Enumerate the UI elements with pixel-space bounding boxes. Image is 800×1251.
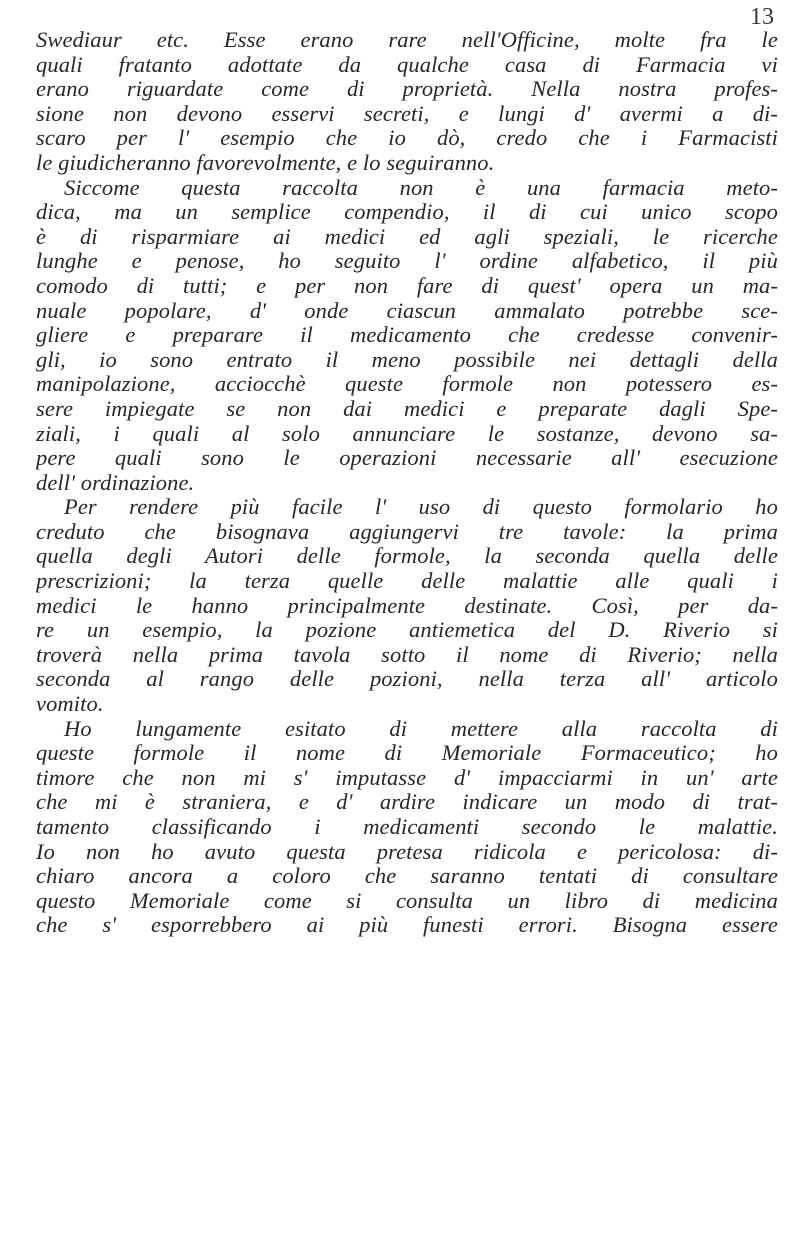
text-line: queste formole il nome di Memoriale Formaceutico; ho bbox=[36, 741, 778, 766]
text-line: comodo di tutti; e per non fare di quest' opera un ma- bbox=[36, 273, 778, 298]
text-line: sione non devono esservi secreti, e lungi d' avermi a di- bbox=[36, 101, 778, 126]
text-line: creduto che bisognava aggiungervi tre tavole: la prima bbox=[36, 519, 778, 544]
text-line: gli, io sono entrato il meno possibile nei dettagli della bbox=[36, 347, 778, 372]
text-line: tamento classificando i medicamenti secondo le malattie. bbox=[36, 815, 778, 839]
text-line: erano riguardate come di proprietà. Nella nostra profes- bbox=[36, 77, 778, 102]
text-line: quella degli Autori delle formole, la seconda quella delle bbox=[36, 544, 778, 569]
text-line: chiaro ancora a coloro che saranno tentati di consultare bbox=[36, 864, 778, 889]
text-line: gliere e preparare il medicamento che credesse convenir- bbox=[36, 323, 778, 348]
text-line: nuale popolare, d' onde ciascun ammalato potrebbe sce- bbox=[36, 298, 778, 323]
text-line: troverà nella prima tavola sotto il nome di Riverio; nella bbox=[36, 642, 778, 667]
text-line: è di risparmiare ai medici ed agli speziali, le ricerche bbox=[36, 224, 778, 249]
text-line: quali fratanto adottate da qualche casa di Farmacia vi bbox=[36, 52, 778, 77]
text-line: dell' ordinazione. bbox=[36, 470, 195, 495]
text-line: medici le hanno principalmente destinate. Così, per da- bbox=[36, 593, 778, 618]
text-line: Swediaur etc. Esse erano rare nell'Officine, molte fra le bbox=[36, 28, 778, 52]
text-line: re un esempio, la pozione antiemetica del D. Riverio si bbox=[36, 618, 778, 643]
text-line: scaro per l' esempio che io dò, credo che i Farmacisti bbox=[36, 126, 778, 151]
text-line: timore che non mi s' imputasse d' impacciarmi in un' arte bbox=[36, 765, 778, 790]
text-line: Siccome questa raccolta non è una farmacia meto- bbox=[64, 175, 778, 200]
text-line: che s' esporrebbero ai più funesti errori. Bisogna essere bbox=[36, 913, 778, 938]
body-text bbox=[36, 28, 778, 938]
text-line: questo Memoriale come si consulta un libro di medicina bbox=[36, 888, 778, 913]
text-line: pere quali sono le operazioni necessarie all' esecuzione bbox=[36, 446, 778, 471]
text-line: prescrizioni; la terza quelle delle malattie alle quali i bbox=[36, 569, 778, 594]
text-line: sere impiegate se non dai medici e preparate dagli Spe- bbox=[36, 396, 778, 421]
text-line: che mi è straniera, e d' ardire indicare un modo di trat- bbox=[36, 790, 778, 815]
text-line: manipolazione, acciocchè queste formole non potessero es- bbox=[36, 372, 778, 397]
text-line: vomito. bbox=[36, 692, 104, 717]
page-number: 13 bbox=[750, 4, 774, 30]
text-line: le giudicheranno favorevolmente, e lo seguiranno. bbox=[36, 150, 495, 175]
text-line: lunghe e penose, ho seguito l' ordine alfabetico, il più bbox=[36, 249, 778, 274]
text-line: ziali, i quali al solo annunciare le sostanze, devono sa- bbox=[36, 421, 778, 446]
text-line: seconda al rango delle pozioni, nella terza all' articolo bbox=[36, 667, 778, 692]
text-line: Ho lungamente esitato di mettere alla raccolta di bbox=[64, 716, 778, 741]
text-line: Io non ho avuto questa pretesa ridicola e pericolosa: di- bbox=[36, 839, 778, 864]
text-line: dica, ma un semplice compendio, il di cui unico scopo bbox=[36, 200, 778, 225]
text-line: Per rendere più facile l' uso di questo formolario ho bbox=[64, 495, 778, 520]
